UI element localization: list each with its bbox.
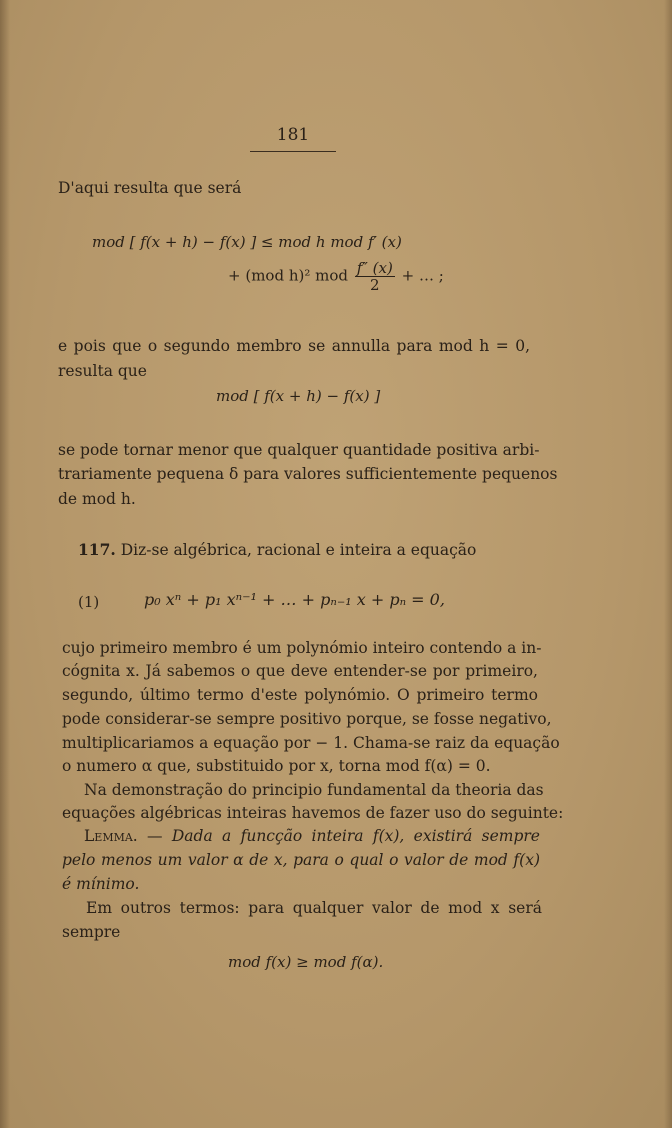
equation-1b-prefix: + (mod h)² mod — [228, 266, 348, 285]
equation-1a: mod [ f(x + h) − f(x) ] ≤ mod h mod f′ (x) — [92, 233, 402, 251]
text-line: sempre — [62, 923, 121, 941]
text-line: de mod h. — [58, 490, 136, 508]
text-line: cujo primeiro membro é um polynómio inteiro contendo a in- — [62, 639, 542, 657]
text-line: trariamente pequena δ para valores sufficientemente pequenos — [58, 465, 558, 483]
text-line: se pode tornar menor que qualquer quantidade positiva arbi- — [58, 441, 540, 459]
page-left-edge-shadow — [0, 0, 10, 1128]
section-heading-line — [78, 540, 476, 560]
text-line: pode considerar-se sempre positivo porque, se fosse negativo, — [62, 710, 552, 728]
lemma-line: é mínimo. — [62, 875, 140, 893]
text-line: multiplicariamos a equação por − 1. Chama-se raiz da equação — [62, 734, 560, 752]
lemma-label: Lemma. — — [84, 827, 163, 845]
text-line: e pois que o segundo membro se annulla para mod h = 0, — [58, 337, 530, 355]
page-number: 181 — [276, 125, 310, 145]
text-line: resulta que — [58, 362, 147, 380]
page-right-edge-shadow — [664, 0, 672, 1128]
fraction-denominator: 2 — [370, 276, 380, 294]
equation-3-label: (1) — [78, 593, 100, 611]
text-line: segundo, último termo d'este polynómio. O primeiro termo — [62, 686, 538, 704]
equation-1b — [228, 260, 444, 293]
section-number: 117. — [78, 540, 116, 559]
text-line: Em outros termos: para qualquer valor de mod x será — [86, 899, 542, 917]
equation-1b-fraction — [355, 260, 395, 293]
equation-3: p₀ xⁿ + p₁ xⁿ⁻¹ + … + pₙ₋₁ x + pₙ = 0, — [144, 590, 445, 609]
equation-2: mod [ f(x + h) − f(x) ] — [216, 387, 381, 405]
equation-4: mod f(x) ≥ mod f(α). — [228, 953, 384, 971]
section-intro: Diz-se algébrica, racional e inteira a equação — [120, 541, 477, 559]
text-line: o numero α que, substituido por x, torna mod f(α) = 0. — [62, 757, 491, 775]
text-line: Na demonstração do principio fundamental da theoria das — [84, 781, 544, 799]
text-line: cógnita x. Já sabemos o que deve entender-se por primeiro, — [62, 662, 538, 680]
lemma-line: pelo menos um valor α de x, para o qual o valor de mod f(x) — [62, 851, 540, 869]
lemma-line — [84, 826, 540, 846]
header-rule — [250, 151, 336, 152]
lemma-text: Dada a funcção inteira f(x), existirá sempre — [171, 827, 540, 845]
text-line: D'aqui resulta que será — [58, 179, 242, 197]
text-line: equações algébricas inteiras havemos de fazer uso do seguinte: — [62, 804, 564, 822]
fraction-numerator: f″ (x) — [356, 259, 393, 277]
equation-1b-suffix: + … ; — [401, 266, 444, 285]
